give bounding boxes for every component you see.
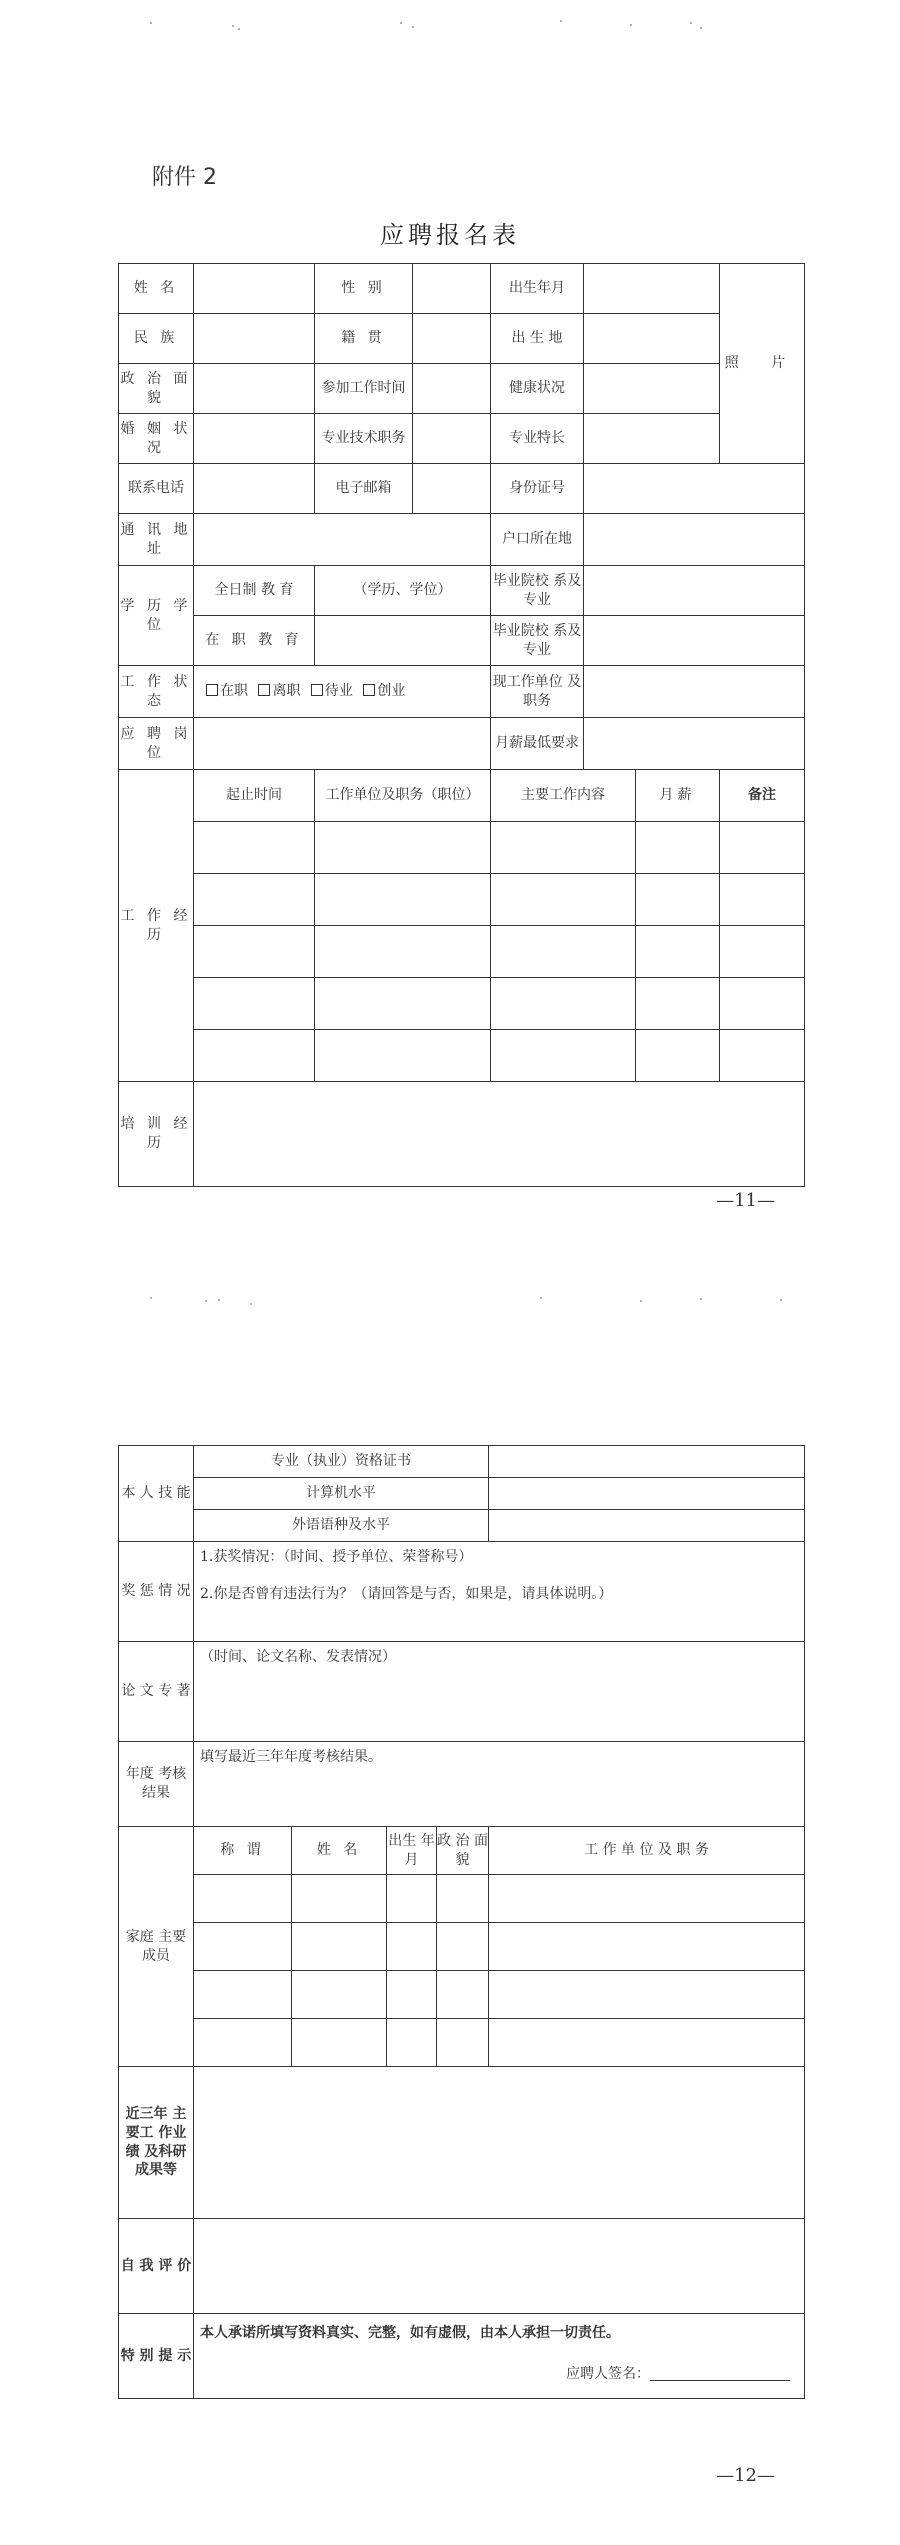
label-fulltime: 全日制 教 育 xyxy=(194,566,315,616)
field-address[interactable] xyxy=(194,514,491,566)
field-hukou[interactable] xyxy=(584,514,805,566)
exp-cell[interactable] xyxy=(194,978,315,1030)
label-specialty: 专业特长 xyxy=(491,414,584,464)
label-skills: 本 人 技 能 xyxy=(119,1446,194,1542)
label-ethnic: 民 族 xyxy=(119,314,194,364)
option-unemployed: 待业 xyxy=(324,683,353,700)
field-skills-language[interactable] xyxy=(489,1510,805,1542)
field-email[interactable] xyxy=(413,464,491,514)
family-cell[interactable] xyxy=(292,1923,387,1971)
family-header-name: 姓 名 xyxy=(292,1827,387,1875)
table-row xyxy=(119,1971,805,2019)
rewards-line-2: 2.你是否曾有违法行为？（请回答是与否，如果是，请具体说明。） xyxy=(200,1585,613,1602)
table-row xyxy=(119,926,805,978)
label-health: 健康状况 xyxy=(491,364,584,414)
page-12 xyxy=(0,1275,900,2545)
family-cell[interactable] xyxy=(194,2019,292,2067)
label-school-major-fulltime: 毕业院校 系及专业 xyxy=(491,566,584,616)
skills-cert-label: 专业（执业）资格证书 xyxy=(194,1446,489,1478)
exp-cell[interactable] xyxy=(636,822,720,874)
family-header-political: 政 治 面 貌 xyxy=(437,1827,489,1875)
exp-cell[interactable] xyxy=(720,874,805,926)
family-cell[interactable] xyxy=(292,2019,387,2067)
checkbox-startup[interactable] xyxy=(363,684,375,696)
label-inservice: 在 职 教 育 xyxy=(194,616,315,666)
family-cell[interactable] xyxy=(194,1875,292,1923)
exp-cell[interactable] xyxy=(194,874,315,926)
exp-cell[interactable] xyxy=(720,926,805,978)
label-achievements: 近三年 主要工 作业绩 及科研 成果等 xyxy=(119,2067,194,2219)
label-family: 家庭 主要 成员 xyxy=(119,1827,194,2067)
label-name: 姓 名 xyxy=(119,264,194,314)
exp-cell[interactable] xyxy=(315,978,491,1030)
exp-cell[interactable] xyxy=(491,926,636,978)
table-row xyxy=(119,822,805,874)
family-cell[interactable] xyxy=(387,1875,437,1923)
label-training: 培 训 经 历 xyxy=(119,1082,194,1187)
exp-cell[interactable] xyxy=(720,822,805,874)
field-gender[interactable] xyxy=(413,264,491,314)
exp-cell[interactable] xyxy=(491,978,636,1030)
field-native[interactable] xyxy=(413,314,491,364)
family-cell[interactable] xyxy=(489,1875,805,1923)
exp-header-salary: 月薪 xyxy=(636,770,720,822)
field-name[interactable] xyxy=(194,264,315,314)
signature-field[interactable] xyxy=(650,2366,790,2381)
appendix-label: 附件 2 xyxy=(152,165,217,190)
family-header-birth: 出生 年月 xyxy=(387,1827,437,1875)
label-id-no: 身份证号 xyxy=(491,464,584,514)
table-row xyxy=(119,1875,805,1923)
exp-header-remarks: 备注 xyxy=(720,770,805,822)
exp-cell[interactable] xyxy=(720,978,805,1030)
family-cell[interactable] xyxy=(437,1923,489,1971)
field-birth[interactable] xyxy=(584,264,720,314)
exp-cell[interactable] xyxy=(491,1030,636,1082)
field-apply-post[interactable] xyxy=(194,718,491,770)
field-health[interactable] xyxy=(584,364,720,414)
exp-cell[interactable] xyxy=(194,822,315,874)
family-cell[interactable] xyxy=(387,1923,437,1971)
family-cell[interactable] xyxy=(387,2019,437,2067)
exp-cell[interactable] xyxy=(491,874,636,926)
family-cell[interactable] xyxy=(387,1971,437,2019)
field-min-salary[interactable] xyxy=(584,718,805,770)
label-email: 电子邮箱 xyxy=(315,464,413,514)
field-achievements[interactable] xyxy=(194,2067,805,2219)
exp-cell[interactable] xyxy=(636,926,720,978)
family-cell[interactable] xyxy=(489,2019,805,2067)
exp-cell[interactable] xyxy=(194,1030,315,1082)
family-cell[interactable] xyxy=(437,2019,489,2067)
field-work-start[interactable] xyxy=(413,364,491,414)
exp-header-period: 起止时间 xyxy=(194,770,315,822)
checkbox-employed[interactable] xyxy=(206,684,218,696)
skills-language-label: 外语语种及水平 xyxy=(194,1510,489,1542)
field-assessment[interactable] xyxy=(194,1742,805,1827)
work-status-options xyxy=(194,666,491,718)
assessment-hint: 填写最近三年年度考核结果。 xyxy=(200,1749,382,1765)
field-ethnic[interactable] xyxy=(194,314,315,364)
field-title-pro[interactable] xyxy=(413,414,491,464)
label-rewards: 奖 惩 情 况 xyxy=(119,1542,194,1642)
label-current-job: 现工作单位 及职务 xyxy=(491,666,584,718)
table-row xyxy=(119,2019,805,2067)
label-birthplace: 出 生 地 xyxy=(491,314,584,364)
field-inservice-degree[interactable] xyxy=(315,616,491,666)
application-form-table xyxy=(118,263,805,1187)
table-row xyxy=(119,1923,805,1971)
label-hukou: 户口所在地 xyxy=(491,514,584,566)
family-cell[interactable] xyxy=(292,1875,387,1923)
exp-header-duties: 主要工作内容 xyxy=(491,770,636,822)
family-cell[interactable] xyxy=(437,1971,489,2019)
label-political: 政 治 面 貌 xyxy=(119,364,194,414)
label-marital: 婚 姻 状 况 xyxy=(119,414,194,464)
exp-cell[interactable] xyxy=(194,926,315,978)
family-cell[interactable] xyxy=(437,1875,489,1923)
field-papers[interactable] xyxy=(194,1642,805,1742)
label-birth: 出生年月 xyxy=(491,264,584,314)
field-training[interactable] xyxy=(194,1082,805,1187)
label-education: 学 历 学 位 xyxy=(119,566,194,666)
exp-cell[interactable] xyxy=(636,874,720,926)
papers-hint: （时间、论文名称、发表情况） xyxy=(200,1649,396,1665)
field-phone[interactable] xyxy=(194,464,315,514)
family-cell[interactable] xyxy=(292,1971,387,2019)
checkbox-resigned[interactable] xyxy=(258,684,270,696)
label-school-major-inservice: 毕业院校 系及专业 xyxy=(491,616,584,666)
exp-cell[interactable] xyxy=(315,874,491,926)
signature-row xyxy=(200,2365,804,2384)
label-self-eval: 自 我 评 价 xyxy=(119,2219,194,2314)
photo-box[interactable]: 照 片 xyxy=(720,264,805,464)
family-cell[interactable] xyxy=(489,1923,805,1971)
signature-label: 应聘人签名： xyxy=(566,2365,650,2382)
field-id-no[interactable] xyxy=(584,464,805,514)
application-form-table-2 xyxy=(118,1445,805,2399)
page-number: —12— xyxy=(716,2465,775,2486)
notice-cell xyxy=(194,2314,805,2399)
label-min-salary: 月薪最低要求 xyxy=(491,718,584,770)
family-header-employer: 工 作 单 位 及 职 务 xyxy=(489,1827,805,1875)
table-row xyxy=(119,1030,805,1082)
field-current-job[interactable] xyxy=(584,666,805,718)
field-specialty[interactable] xyxy=(584,414,720,464)
exp-cell[interactable] xyxy=(636,1030,720,1082)
exp-cell[interactable] xyxy=(315,822,491,874)
option-employed: 在职 xyxy=(220,683,248,700)
family-cell[interactable] xyxy=(194,1923,292,1971)
skills-computer-label: 计算机水平 xyxy=(194,1478,489,1510)
exp-cell[interactable] xyxy=(720,1030,805,1082)
form-title: 应聘报名表 xyxy=(380,221,520,249)
field-school-major-fulltime[interactable] xyxy=(584,566,805,616)
field-rewards[interactable] xyxy=(194,1542,805,1642)
family-cell[interactable] xyxy=(489,1971,805,2019)
field-skills-computer[interactable] xyxy=(489,1478,805,1510)
label-apply-post: 应 聘 岗 位 xyxy=(119,718,194,770)
field-political[interactable] xyxy=(194,364,315,414)
table-row xyxy=(119,874,805,926)
option-startup: 创业 xyxy=(377,683,406,700)
table-row xyxy=(119,978,805,1030)
field-school-major-inservice[interactable] xyxy=(584,616,805,666)
rewards-line-1: 1.获奖情况：（时间、授予单位、荣誉称号） xyxy=(200,1549,473,1565)
label-address: 通 讯 地 址 xyxy=(119,514,194,566)
family-cell[interactable] xyxy=(194,1971,292,2019)
field-skills-cert[interactable] xyxy=(489,1446,805,1478)
exp-header-employer: 工作单位及职务（职位） xyxy=(315,770,491,822)
label-work-start: 参加工作时间 xyxy=(315,364,413,414)
exp-cell[interactable] xyxy=(636,978,720,1030)
label-native: 籍 贯 xyxy=(315,314,413,364)
exp-cell[interactable] xyxy=(315,926,491,978)
degree-hint[interactable]: （学历、学位） xyxy=(315,566,491,616)
exp-cell[interactable] xyxy=(491,822,636,874)
family-header-relation: 称 谓 xyxy=(194,1827,292,1875)
field-birthplace[interactable] xyxy=(584,314,720,364)
field-marital[interactable] xyxy=(194,414,315,464)
exp-cell[interactable] xyxy=(315,1030,491,1082)
label-work-status: 工 作 状 态 xyxy=(119,666,194,718)
label-notice: 特 别 提 示 xyxy=(119,2314,194,2399)
label-assessment: 年度 考核 结果 xyxy=(119,1742,194,1827)
checkbox-unemployed[interactable] xyxy=(311,684,323,696)
field-self-eval[interactable] xyxy=(194,2219,805,2314)
option-resigned: 离职 xyxy=(272,683,301,700)
label-phone: 联系电话 xyxy=(119,464,194,514)
notice-text: 本人承诺所填写资料真实、完整，如有虚假，由本人承担一切责任。 xyxy=(200,2325,620,2341)
page-number: —11— xyxy=(716,1190,775,1211)
label-title-pro: 专业技术职务 xyxy=(315,414,413,464)
label-papers: 论 文 专 著 xyxy=(119,1642,194,1742)
label-gender: 性 别 xyxy=(315,264,413,314)
label-experience: 工 作 经 历 xyxy=(119,770,194,1082)
